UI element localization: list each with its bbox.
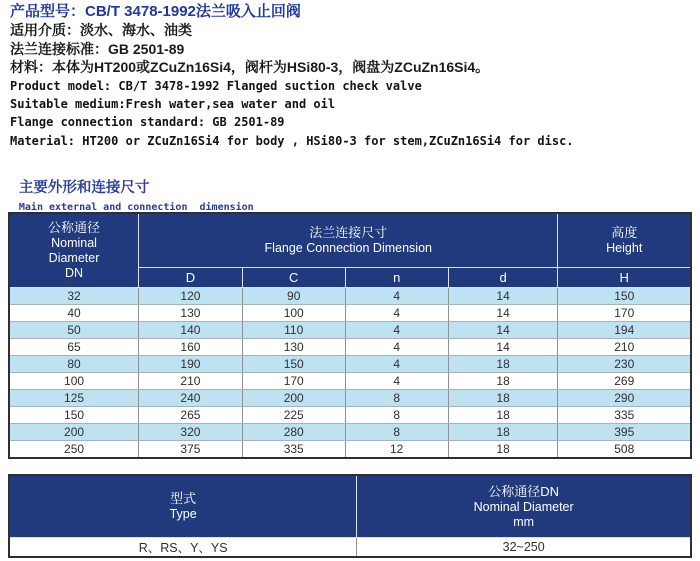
table-cell: 4 <box>345 356 448 373</box>
table-cell: 110 <box>242 322 345 339</box>
suitable-medium-line-cn: 适用介质：淡水、海水、油类 <box>10 22 192 39</box>
table-cell: 200 <box>9 424 139 441</box>
type-label-cn: 型式 <box>170 491 197 506</box>
table-cell: 100 <box>9 373 139 390</box>
table-cell: 150 <box>242 356 345 373</box>
table-cell: 375 <box>139 441 243 459</box>
table-cell: 240 <box>139 390 243 407</box>
sub-header-C: C <box>242 268 345 288</box>
table-cell: 4 <box>345 288 448 305</box>
height-label-en: Height <box>606 241 643 255</box>
table-cell: 80 <box>9 356 139 373</box>
table-row <box>9 407 691 424</box>
table-cell: 12 <box>345 441 448 459</box>
table-cell: 50 <box>9 322 139 339</box>
table-cell: 4 <box>345 339 448 356</box>
table-cell: 14 <box>448 339 558 356</box>
col-header-flange-dimension <box>139 213 558 268</box>
section-title <box>10 158 254 215</box>
table-cell: 290 <box>558 390 691 407</box>
sub-header-D: D <box>139 268 243 288</box>
table-cell: 14 <box>448 288 558 305</box>
table-cell: 395 <box>558 424 691 441</box>
dn-label-en: Nominal Diameter <box>473 499 574 514</box>
flange-dimension-label-en: Flange Connection Dimension <box>264 241 432 255</box>
col-header-nominal-diameter <box>9 213 139 288</box>
sub-header-n: n <box>345 268 448 288</box>
dimension-table <box>8 212 692 459</box>
table-cell: 4 <box>345 373 448 390</box>
table-cell: 230 <box>558 356 691 373</box>
table-cell: 100 <box>242 305 345 322</box>
dimension-table-wrap <box>8 212 692 459</box>
nominal-diameter-label-cn: 公称通径 <box>48 220 101 235</box>
table-cell: 160 <box>139 339 243 356</box>
table-cell: 32 <box>9 288 139 305</box>
flange-standard-line-en: Flange connection standard: GB 2501-89 <box>10 115 285 130</box>
table-cell: 4 <box>345 322 448 339</box>
dn-value: 32~250 <box>357 538 691 558</box>
table-cell: 14 <box>448 305 558 322</box>
table-cell: 130 <box>242 339 345 356</box>
table-row <box>9 424 691 441</box>
suitable-medium-line-en: Suitable medium:Fresh water,sea water and oil <box>10 97 336 112</box>
table-cell: 65 <box>9 339 139 356</box>
table-cell: 18 <box>448 407 558 424</box>
table-cell: 269 <box>558 373 691 390</box>
table-cell: 280 <box>242 424 345 441</box>
table-cell: 170 <box>558 305 691 322</box>
dn-label-unit: mm <box>513 514 535 529</box>
type-value: R、RS、Y、YS <box>9 538 357 558</box>
intro-block <box>10 3 574 150</box>
col-header-dn <box>357 475 691 538</box>
type-label-en: Type <box>169 507 197 521</box>
table-cell: 170 <box>242 373 345 390</box>
type-table-row <box>9 538 691 558</box>
table-row <box>9 305 691 322</box>
table-cell: 18 <box>448 441 558 459</box>
product-model-line-cn: 产品型号：CB/T 3478-1992法兰吸入止回阀 <box>10 3 301 20</box>
section-title-cn: 主要外形和连接尺寸 <box>18 180 150 196</box>
table-cell: 190 <box>139 356 243 373</box>
table-cell: 250 <box>9 441 139 459</box>
table-cell: 8 <box>345 407 448 424</box>
dn-label-cn: 公称通径DN <box>488 483 560 499</box>
table-row <box>9 339 691 356</box>
col-header-type <box>9 475 357 538</box>
table-cell: 40 <box>9 305 139 322</box>
dimension-table-body <box>9 288 691 459</box>
table-cell: 8 <box>345 390 448 407</box>
sub-header-H: H <box>558 268 691 288</box>
nominal-diameter-label-dn: DN <box>65 266 84 280</box>
height-label-cn: 高度 <box>611 225 638 240</box>
table-cell: 18 <box>448 390 558 407</box>
table-cell: 140 <box>139 322 243 339</box>
sub-header-d: d <box>448 268 558 288</box>
type-table <box>8 474 692 558</box>
table-cell: 18 <box>448 424 558 441</box>
table-row <box>9 390 691 407</box>
table-row <box>9 373 691 390</box>
table-row <box>9 441 691 459</box>
table-cell: 225 <box>242 407 345 424</box>
table-cell: 120 <box>139 288 243 305</box>
table-cell: 18 <box>448 373 558 390</box>
table-cell: 210 <box>139 373 243 390</box>
product-model-line-en: Product model: CB/T 3478-1992 Flanged suction check valve <box>10 78 422 93</box>
table-cell: 335 <box>242 441 345 459</box>
section-title-en: Main external and connection dimension <box>18 202 254 213</box>
material-line-cn: 材料：本体为HT200或ZCuZn16Si4，阀杆为HSi80-3，阀盘为ZCuZn16Si4。 <box>10 59 490 76</box>
table-cell: 150 <box>9 407 139 424</box>
table-row <box>9 322 691 339</box>
table-cell: 194 <box>558 322 691 339</box>
table-cell: 125 <box>9 390 139 407</box>
table-cell: 130 <box>139 305 243 322</box>
table-cell: 265 <box>139 407 243 424</box>
table-row <box>9 288 691 305</box>
table-cell: 8 <box>345 424 448 441</box>
table-row <box>9 356 691 373</box>
table-cell: 14 <box>448 322 558 339</box>
table-cell: 200 <box>242 390 345 407</box>
flange-dimension-label-cn: 法兰连接尺寸 <box>309 225 388 240</box>
table-cell: 320 <box>139 424 243 441</box>
table-cell: 150 <box>558 288 691 305</box>
nominal-diameter-label-en2: Diameter <box>48 251 100 265</box>
table-cell: 335 <box>558 407 691 424</box>
nominal-diameter-label-en1: Nominal <box>51 236 97 250</box>
table-cell: 18 <box>448 356 558 373</box>
col-header-height <box>558 213 691 268</box>
table-cell: 4 <box>345 305 448 322</box>
flange-standard-line-cn: 法兰连接标准：GB 2501-89 <box>10 40 185 57</box>
table-cell: 90 <box>242 288 345 305</box>
table-cell: 508 <box>558 441 691 459</box>
table-cell: 210 <box>558 339 691 356</box>
material-line-en: Material: HT200 or ZCuZn16Si4 for body , HSi80-3 for stem,ZCuZn16Si4 for disc. <box>10 133 574 148</box>
type-table-wrap <box>8 474 692 558</box>
